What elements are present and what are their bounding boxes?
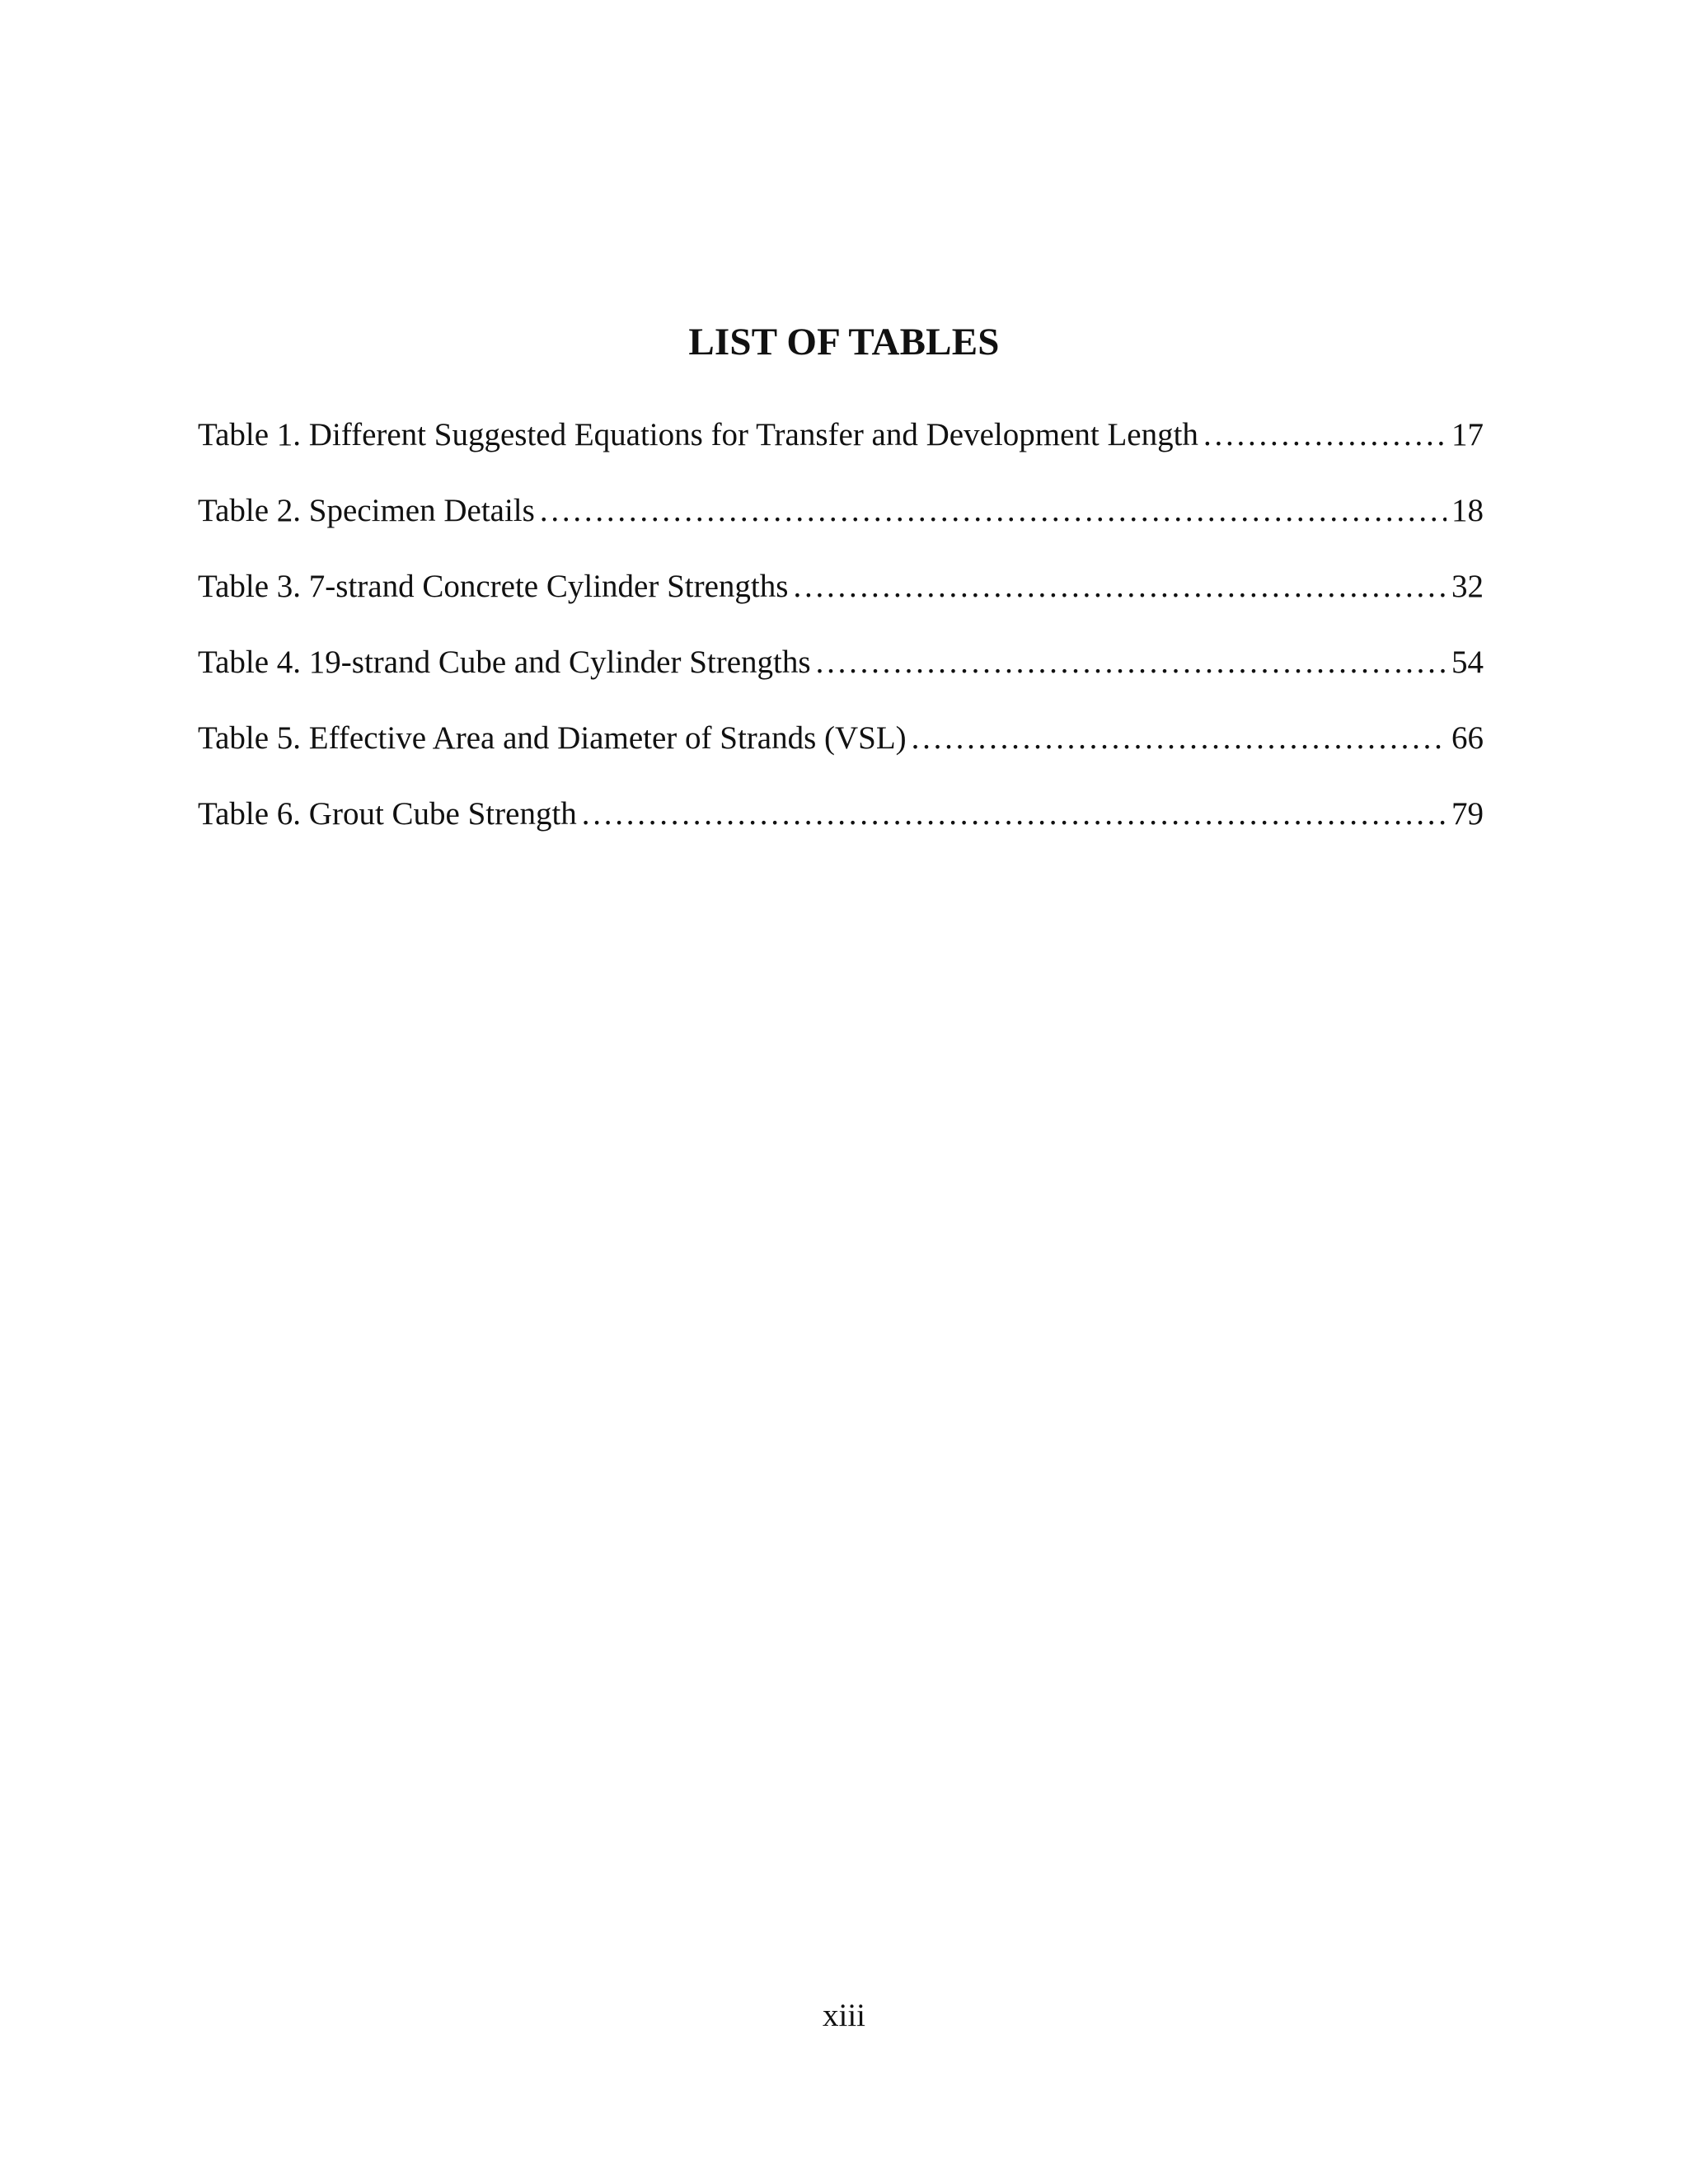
page-number: xiii [822, 1998, 865, 2033]
toc-entry-table-1[interactable] [198, 414, 1484, 490]
dot-leader [582, 793, 1447, 836]
toc-entry-page: 18 [1451, 493, 1484, 528]
dot-leader [1203, 414, 1447, 457]
toc-entry-table-4[interactable] [198, 641, 1484, 717]
toc-entry-label: Table 3. 7-strand Concrete Cylinder Strengths [198, 569, 789, 604]
toc-entry-page: 79 [1451, 796, 1484, 832]
toc-entry-label: Table 1. Different Suggested Equations for Transfer and Development Length [198, 417, 1198, 452]
dot-leader [540, 490, 1447, 532]
toc-entry-table-2[interactable] [198, 490, 1484, 565]
toc-entry-label: Table 4. 19-strand Cube and Cylinder Strengths [198, 644, 811, 680]
toc-entry-label: Table 6. Grout Cube Strength [198, 796, 577, 832]
table-of-contents-list [198, 414, 1484, 869]
toc-entry-table-6[interactable] [198, 793, 1484, 869]
toc-entry-page: 54 [1451, 644, 1484, 680]
toc-entry-label: Table 5. Effective Area and Diameter of Strands (VSL) [198, 720, 907, 756]
page-title: LIST OF TABLES [688, 321, 1000, 364]
dot-leader [816, 641, 1447, 684]
toc-entry-page: 66 [1451, 720, 1484, 756]
toc-entry-page: 32 [1451, 569, 1484, 604]
toc-entry-table-3[interactable] [198, 565, 1484, 641]
toc-entry-label: Table 2. Specimen Details [198, 493, 535, 528]
toc-entry-table-5[interactable] [198, 717, 1484, 793]
toc-entry-page: 17 [1451, 417, 1484, 452]
dot-leader [912, 717, 1447, 760]
dot-leader [793, 565, 1447, 608]
